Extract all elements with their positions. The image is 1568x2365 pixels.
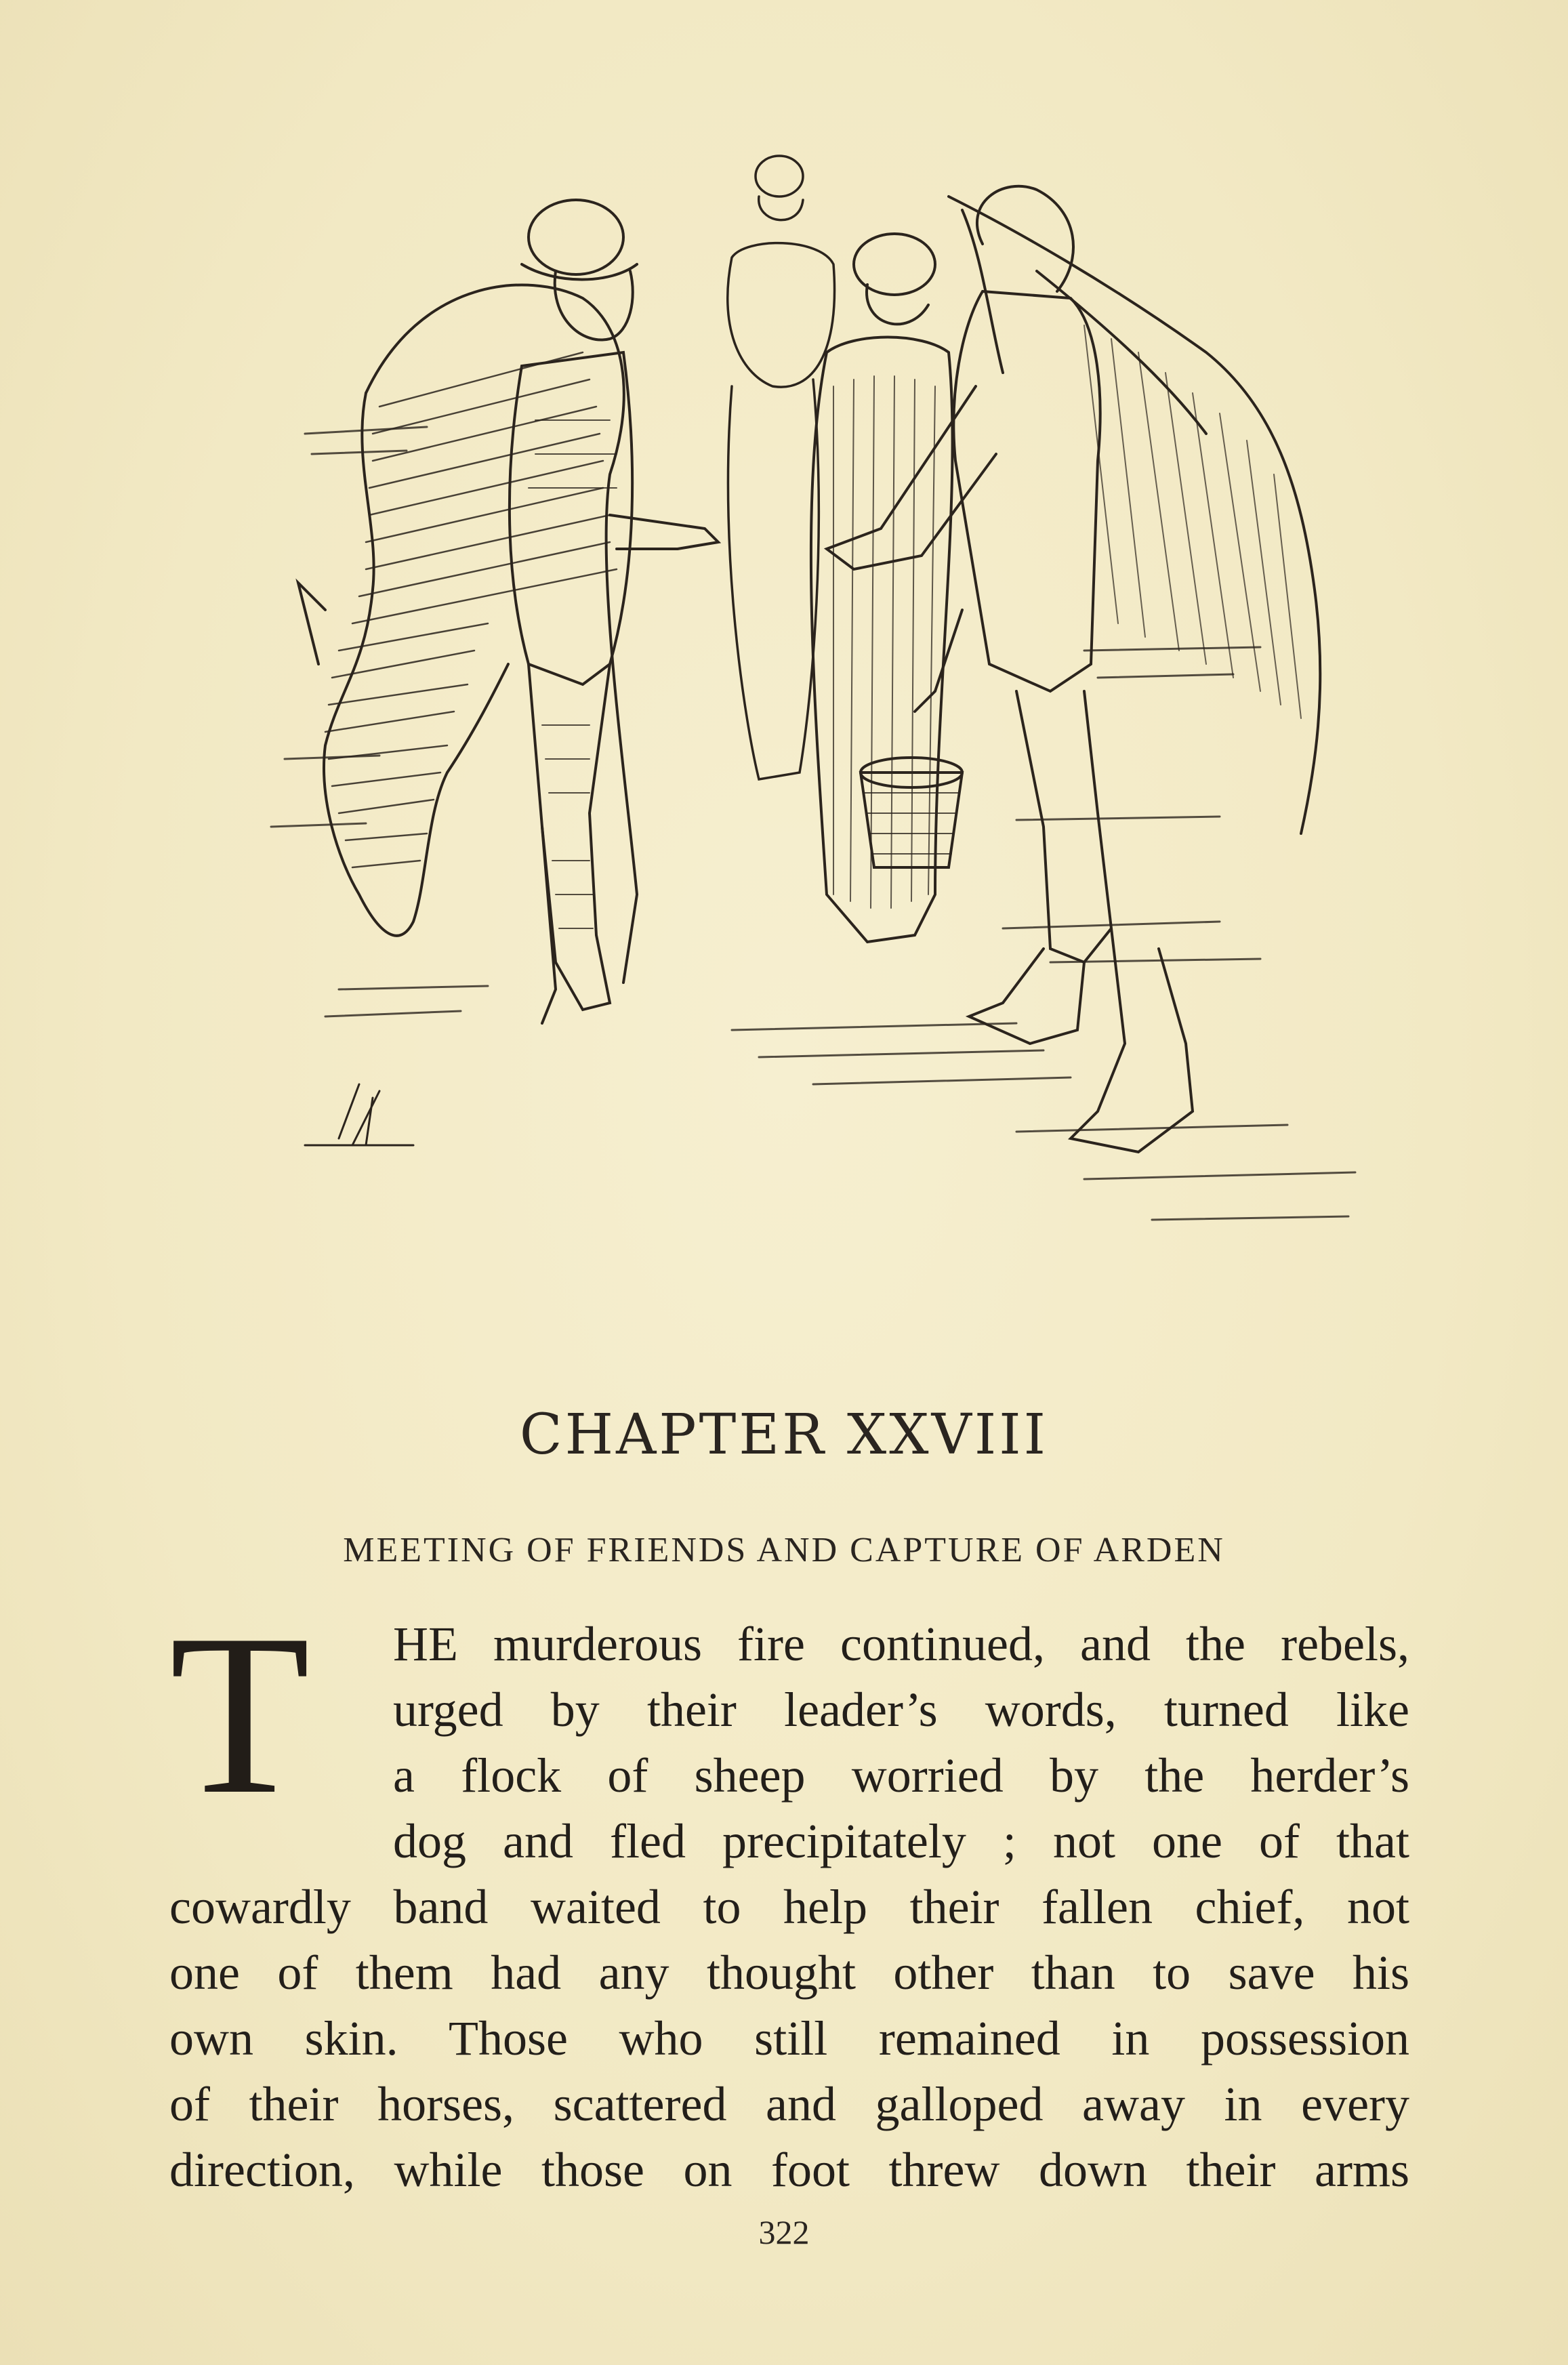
text-line: urged by their leader’s words, turned like xyxy=(393,1683,1409,1737)
chapter-title: CHAPTER XXVIII xyxy=(519,1403,1049,1467)
text-line: one of them had any thought other than to save his xyxy=(169,1946,1409,2000)
text-line: of their horses, scattered and galloped away in every xyxy=(169,2077,1409,2131)
body-text xyxy=(169,1611,1409,2203)
page-number: 322 xyxy=(758,2213,810,2251)
chapter-subtitle: MEETING OF FRIENDS AND CAPTURE OF ARDEN xyxy=(343,1531,1225,1569)
text-line: dog and fled precipitately ; not one of that xyxy=(393,1814,1409,1868)
engraving-illustration xyxy=(203,149,1369,1321)
text-line: HE murderous fire continued, and the rebels, xyxy=(393,1617,1409,1671)
text-line: own skin. Those who still remained in possession xyxy=(169,2011,1409,2065)
text-line: a flock of sheep worried by the herder’s xyxy=(393,1748,1409,1803)
text-line: direction, while those on foot threw down their arms xyxy=(169,2143,1409,2197)
soldiers-and-horses-drawing xyxy=(203,149,1369,1321)
drop-cap: T xyxy=(169,1586,310,1842)
text-line: cowardly band waited to help their fallen chief, not xyxy=(169,1880,1409,1934)
